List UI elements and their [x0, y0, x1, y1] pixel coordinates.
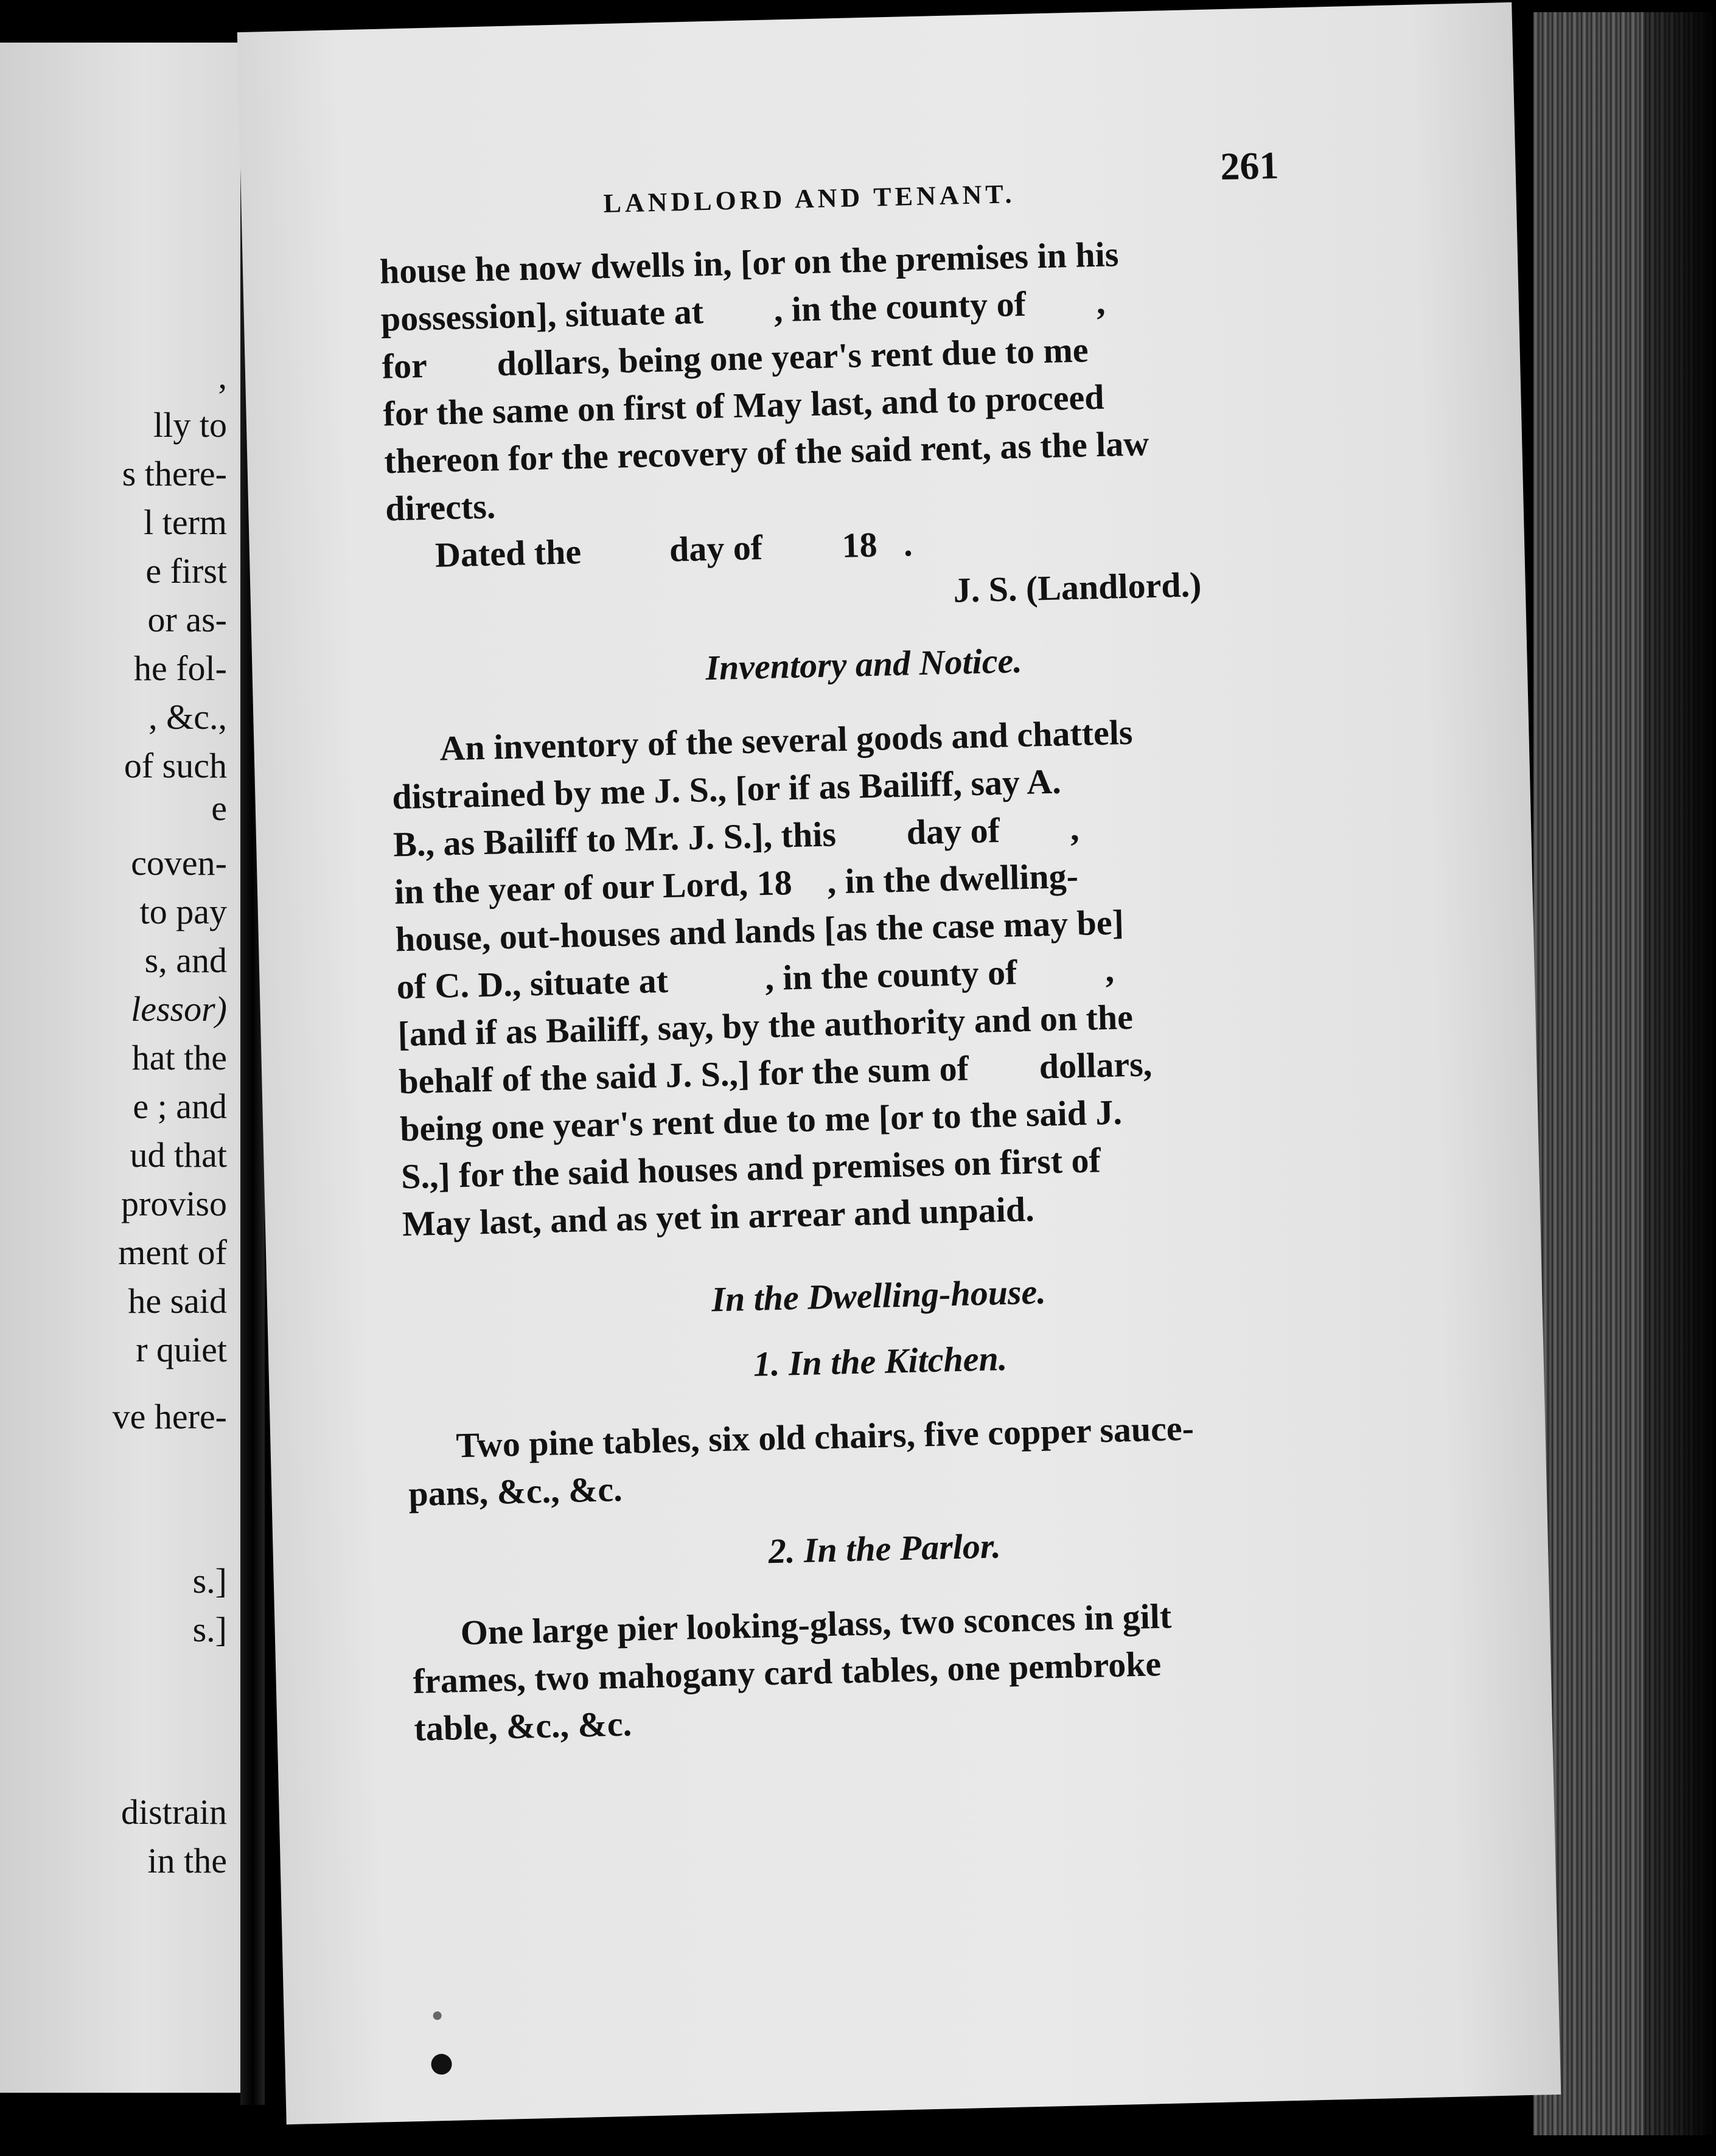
previous-page-line: of such — [124, 746, 227, 785]
paragraph-rent-demand — [379, 226, 1335, 533]
text-line: possession], situate at , in the county of , — [380, 282, 1106, 339]
previous-page-fragment — [0, 43, 240, 2093]
paragraph-parlor — [411, 1588, 1364, 1753]
running-head: LANDLORD AND TENANT. — [602, 179, 1016, 219]
paragraph-inventory — [391, 704, 1352, 1248]
previous-page-line: lly to — [153, 405, 227, 445]
previous-page-line: in the — [147, 1841, 227, 1880]
signature-line: J. S. (Landlord.) — [952, 565, 1202, 610]
text-line: Two pine tables, six old chairs, five copper sauce- — [455, 1408, 1195, 1466]
previous-page-line: s.] — [192, 1610, 227, 1649]
previous-page-line: r quiet — [136, 1330, 227, 1369]
previous-page-line: ud that — [130, 1135, 227, 1175]
text-line: B., as Bailiff to Mr. J. S.], this day of , — [392, 808, 1080, 864]
previous-page-line: s, and — [144, 941, 227, 980]
dated-line: Dated the day of 18 . — [434, 524, 913, 575]
previous-page-line: hat the — [131, 1038, 227, 1077]
previous-page-line: or as- — [147, 600, 227, 639]
previous-page-line: e — [211, 788, 227, 828]
page-edges-shadow — [1643, 0, 1716, 2156]
previous-page-line: distrain — [121, 1792, 227, 1832]
heading-parlor: 2. In the Parlor. — [768, 1526, 1002, 1571]
text-line: directs. — [385, 486, 496, 529]
previous-page-line: he said — [128, 1281, 227, 1321]
text-line: frames, two mahogany card tables, one pembroke — [412, 1644, 1162, 1702]
text-line: [and if as Bailiff, say, by the authority and on the — [397, 996, 1134, 1054]
previous-page-line: he fol- — [134, 649, 227, 688]
previous-page-line: s there- — [122, 454, 227, 493]
previous-page-line: l term — [144, 502, 227, 542]
previous-page-line: , — [218, 356, 227, 396]
previous-page-line: e ; and — [133, 1087, 227, 1126]
previous-page-line: , &c., — [148, 697, 227, 737]
text-line: thereon for the recovery of the said rent, as the law — [383, 423, 1149, 481]
heading-kitchen: 1. In the Kitchen. — [753, 1338, 1008, 1384]
text-line: S.,] for the said houses and premises on first of — [400, 1140, 1101, 1197]
text-line: table, &c., &c. — [413, 1703, 632, 1749]
previous-page-line: ment of — [118, 1233, 227, 1272]
text-line: behalf of the said J. S.,] for the sum of dollars, — [398, 1044, 1153, 1102]
text-line: being one year's rent due to me [or to the said J. — [399, 1092, 1123, 1149]
page-number: 261 — [1219, 143, 1280, 189]
previous-page-line: s.] — [192, 1561, 227, 1601]
text-line: distrained by me J. S., [or if as Bailiff, say A. — [391, 761, 1062, 817]
text-line: in the year of our Lord, 18 , in the dwelling- — [394, 855, 1079, 912]
paragraph-kitchen — [407, 1400, 1358, 1518]
ink-speck — [431, 2054, 452, 2075]
text-line: An inventory of the several goods and chattels — [439, 712, 1134, 768]
heading-dwelling-house: In the Dwelling-house. — [711, 1271, 1047, 1320]
previous-page-line: to pay — [139, 892, 227, 931]
heading-inventory-notice: Inventory and Notice. — [705, 641, 1023, 688]
previous-page-line: e first — [145, 551, 227, 591]
ink-speck — [433, 2011, 442, 2020]
page-body — [379, 226, 1364, 1753]
text-line: of C. D., situate at , in the county of , — [396, 950, 1115, 1007]
previous-page-line: ve here- — [112, 1397, 227, 1436]
previous-page-line: lessor) — [131, 989, 227, 1029]
text-line: pans, &c., &c. — [408, 1469, 623, 1514]
previous-page-line: coven- — [131, 843, 227, 883]
text-line: for dollars, being one year's rent due to me — [382, 330, 1089, 386]
text-line: One large pier looking-glass, two sconces in gilt — [460, 1596, 1172, 1653]
text-line: house he now dwells in, [or on the premises in his — [379, 234, 1119, 291]
text-line: house, out-houses and lands [as the case may be] — [395, 902, 1125, 959]
previous-page-line: proviso — [121, 1184, 227, 1223]
book-page — [237, 2, 1561, 2124]
text-line: May last, and as yet in arrear and unpaid. — [402, 1189, 1035, 1244]
text-line: for the same on first of May last, and to proceed — [382, 377, 1105, 434]
